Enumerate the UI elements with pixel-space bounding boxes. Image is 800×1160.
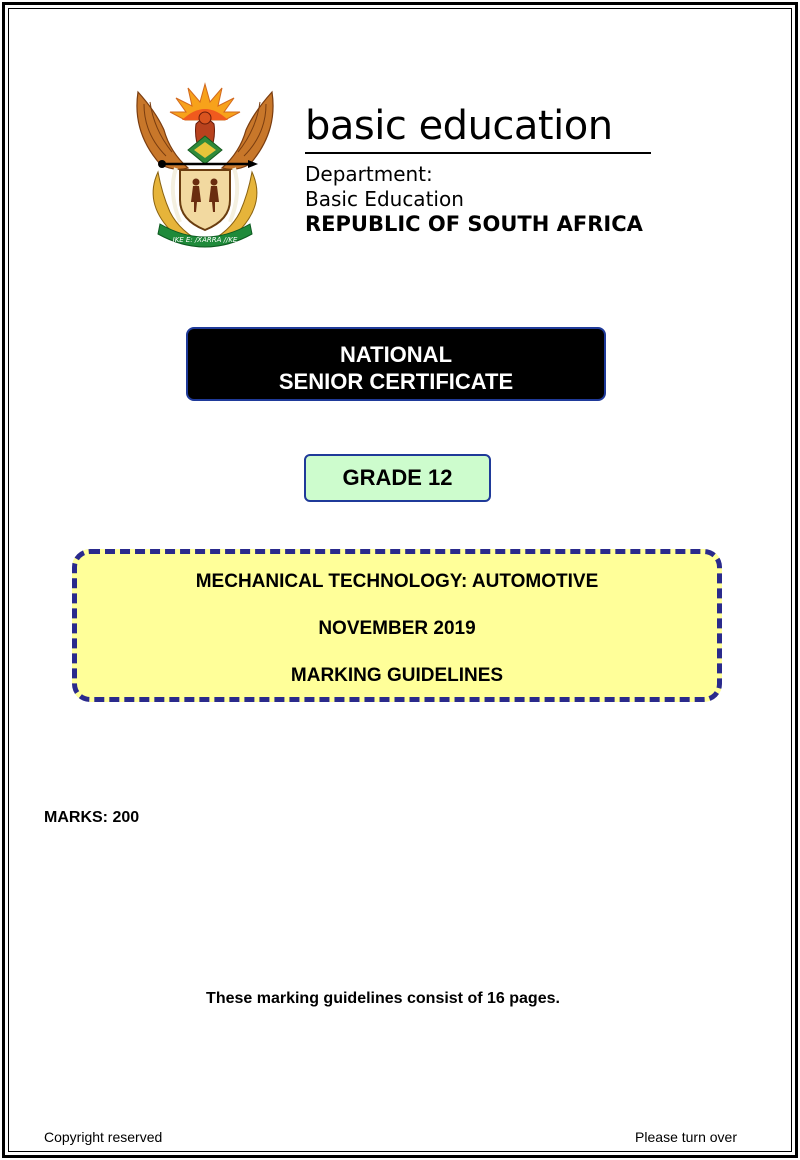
certificate-banner — [186, 327, 606, 401]
department-label: Department: — [305, 162, 433, 186]
footer-copyright: Copyright reserved — [44, 1129, 163, 1145]
ministry-header — [305, 102, 655, 237]
brand-divider — [305, 152, 651, 154]
crest-motto: IKE E: /XARRA //KE — [172, 236, 238, 244]
certificate-line-1: NATIONAL — [339, 342, 453, 367]
subject-title: MECHANICAL TECHNOLOGY: AUTOMOTIVE — [195, 571, 599, 592]
certificate-line-2: SENIOR CERTIFICATE — [278, 369, 514, 394]
subject-panel — [72, 549, 722, 702]
page-count-text: These marking guidelines consist of 16 pages. — [206, 990, 560, 1007]
total-marks: MARKS: 200 — [44, 809, 140, 826]
footer-turn-over: Please turn over — [635, 1129, 737, 1145]
coat-of-arms-logo — [130, 72, 280, 252]
page-count-note — [0, 990, 800, 1008]
exam-session: NOVEMBER 2019 — [318, 618, 476, 639]
document-type: MARKING GUIDELINES — [290, 665, 504, 686]
grade-badge: GRADE 12 — [304, 454, 491, 502]
country-name: REPUBLIC OF SOUTH AFRICA — [305, 212, 643, 236]
brand-title: basic education — [305, 103, 613, 149]
department-unit: Basic Education — [305, 187, 464, 211]
